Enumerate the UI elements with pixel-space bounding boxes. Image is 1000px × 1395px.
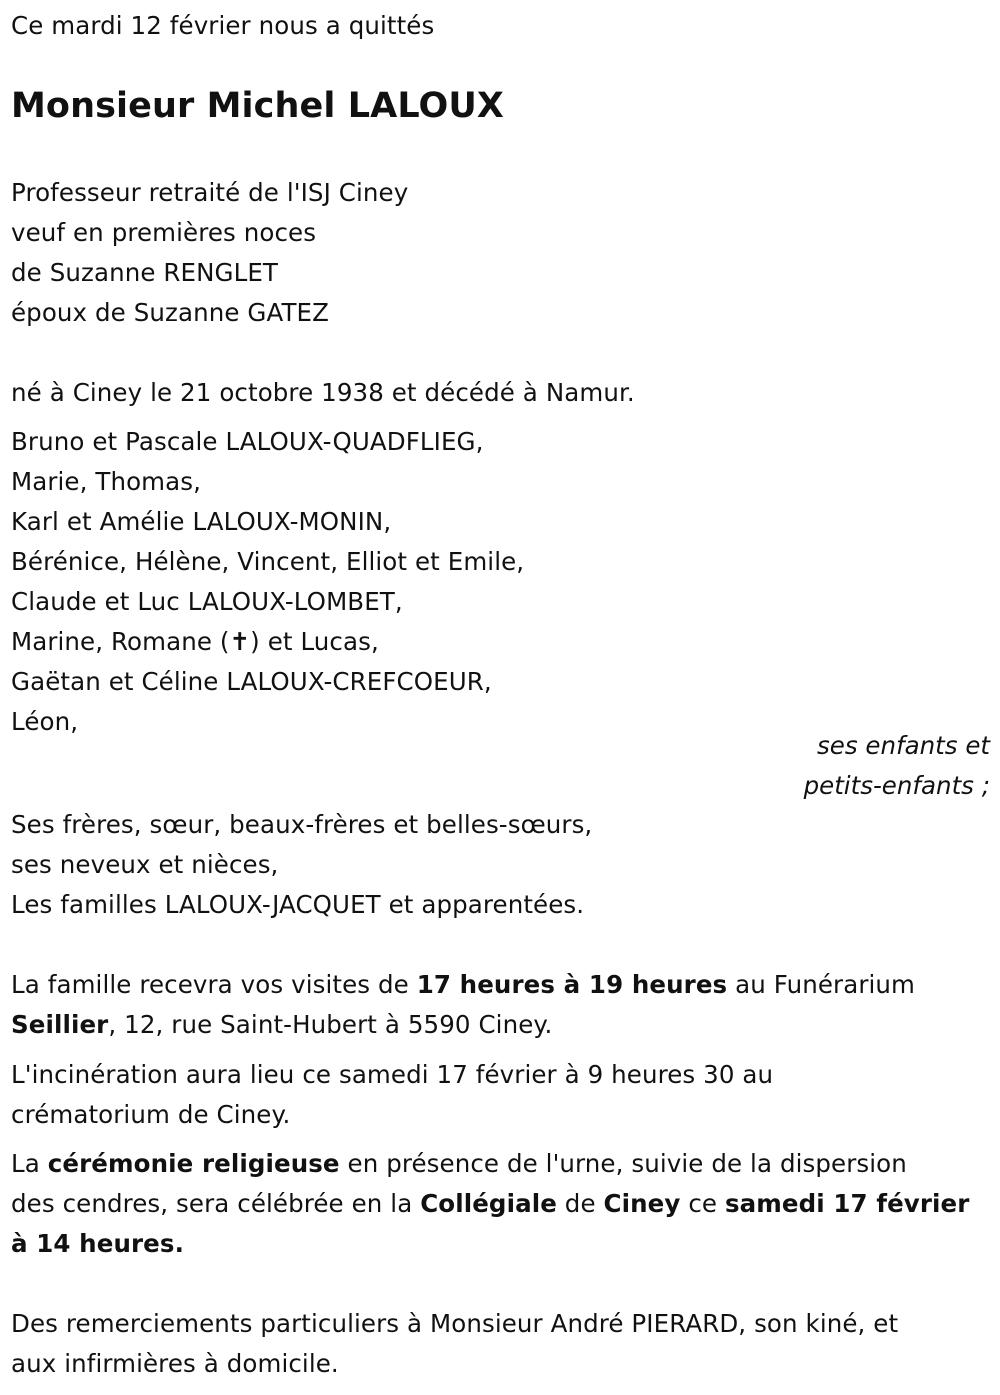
ceremony-date: samedi 17 février: [724, 1189, 970, 1218]
visits-hours: 17 heures à 19 heures: [416, 970, 728, 999]
ceremony-line: [11, 1224, 184, 1264]
ceremony-text: La: [11, 1149, 48, 1178]
visits-line: [11, 965, 915, 1005]
ceremony-venue: Collégiale: [420, 1189, 557, 1218]
ceremony-text: des cendres, sera célébrée en la: [11, 1189, 421, 1218]
family-line: Bruno et Pascale LALOUX-QUADFLIEG,: [11, 427, 484, 456]
ceremony-text: en présence de l'urne, suivie de la dispersion: [339, 1149, 907, 1178]
relatives-line: Ses frères, sœur, beaux-frères et belles-sœurs,: [11, 810, 593, 839]
cremation-line: L'incinération aura lieu ce samedi 17 février à 9 heures 30 au: [11, 1060, 774, 1089]
funeral-home-address: , 12, rue Saint-Hubert à 5590 Ciney.: [108, 1010, 553, 1039]
relatives-line: Les familles LALOUX-JACQUET et apparentées.: [11, 890, 585, 919]
family-role-line: petits-enfants ;: [803, 771, 990, 800]
family-line: Marie, Thomas,: [11, 467, 201, 496]
ceremony-line: [11, 1144, 907, 1184]
family-line: Léon,: [11, 707, 79, 736]
visits-text: La famille recevra vos visites de: [11, 970, 417, 999]
ceremony-text: de: [556, 1189, 604, 1218]
visits-text: au Funérarium: [727, 970, 916, 999]
visits-line: [11, 1005, 552, 1045]
relatives-line: ses neveux et nièces,: [11, 850, 279, 879]
ceremony-time: à 14 heures.: [11, 1229, 184, 1258]
birth-death-text: né à Ciney le 21 octobre 1938 et décédé à Namur.: [11, 378, 635, 407]
family-line: Bérénice, Hélène, Vincent, Elliot et Emile,: [11, 547, 525, 576]
family-role-line: ses enfants et: [817, 731, 990, 760]
ceremony-line: [11, 1184, 969, 1224]
family-line: Marine, Romane (✝) et Lucas,: [11, 627, 379, 656]
ceremony-city: Ciney: [603, 1189, 681, 1218]
ceremony-text: ce: [680, 1189, 725, 1218]
cremation-line: crématorium de Ciney.: [11, 1100, 291, 1129]
thanks-line: aux infirmières à domicile.: [11, 1349, 339, 1378]
deceased-name: Monsieur Michel LALOUX: [11, 86, 504, 126]
bio-line: époux de Suzanne GATEZ: [11, 298, 329, 327]
ceremony-type: cérémonie religieuse: [47, 1149, 340, 1178]
funeral-home-name: Seillier: [11, 1010, 109, 1039]
bio-line: Professeur retraité de l'ISJ Ciney: [11, 178, 409, 207]
thanks-line: Des remerciements particuliers à Monsieur André PIERARD, son kiné, et: [11, 1309, 899, 1338]
family-line: Gaëtan et Céline LALOUX-CREFCOEUR,: [11, 667, 492, 696]
intro-text: Ce mardi 12 février nous a quittés: [11, 11, 435, 40]
family-line: Karl et Amélie LALOUX-MONIN,: [11, 507, 392, 536]
bio-line: de Suzanne RENGLET: [11, 258, 278, 287]
bio-line: veuf en premières noces: [11, 218, 317, 247]
family-line: Claude et Luc LALOUX-LOMBET,: [11, 587, 403, 616]
